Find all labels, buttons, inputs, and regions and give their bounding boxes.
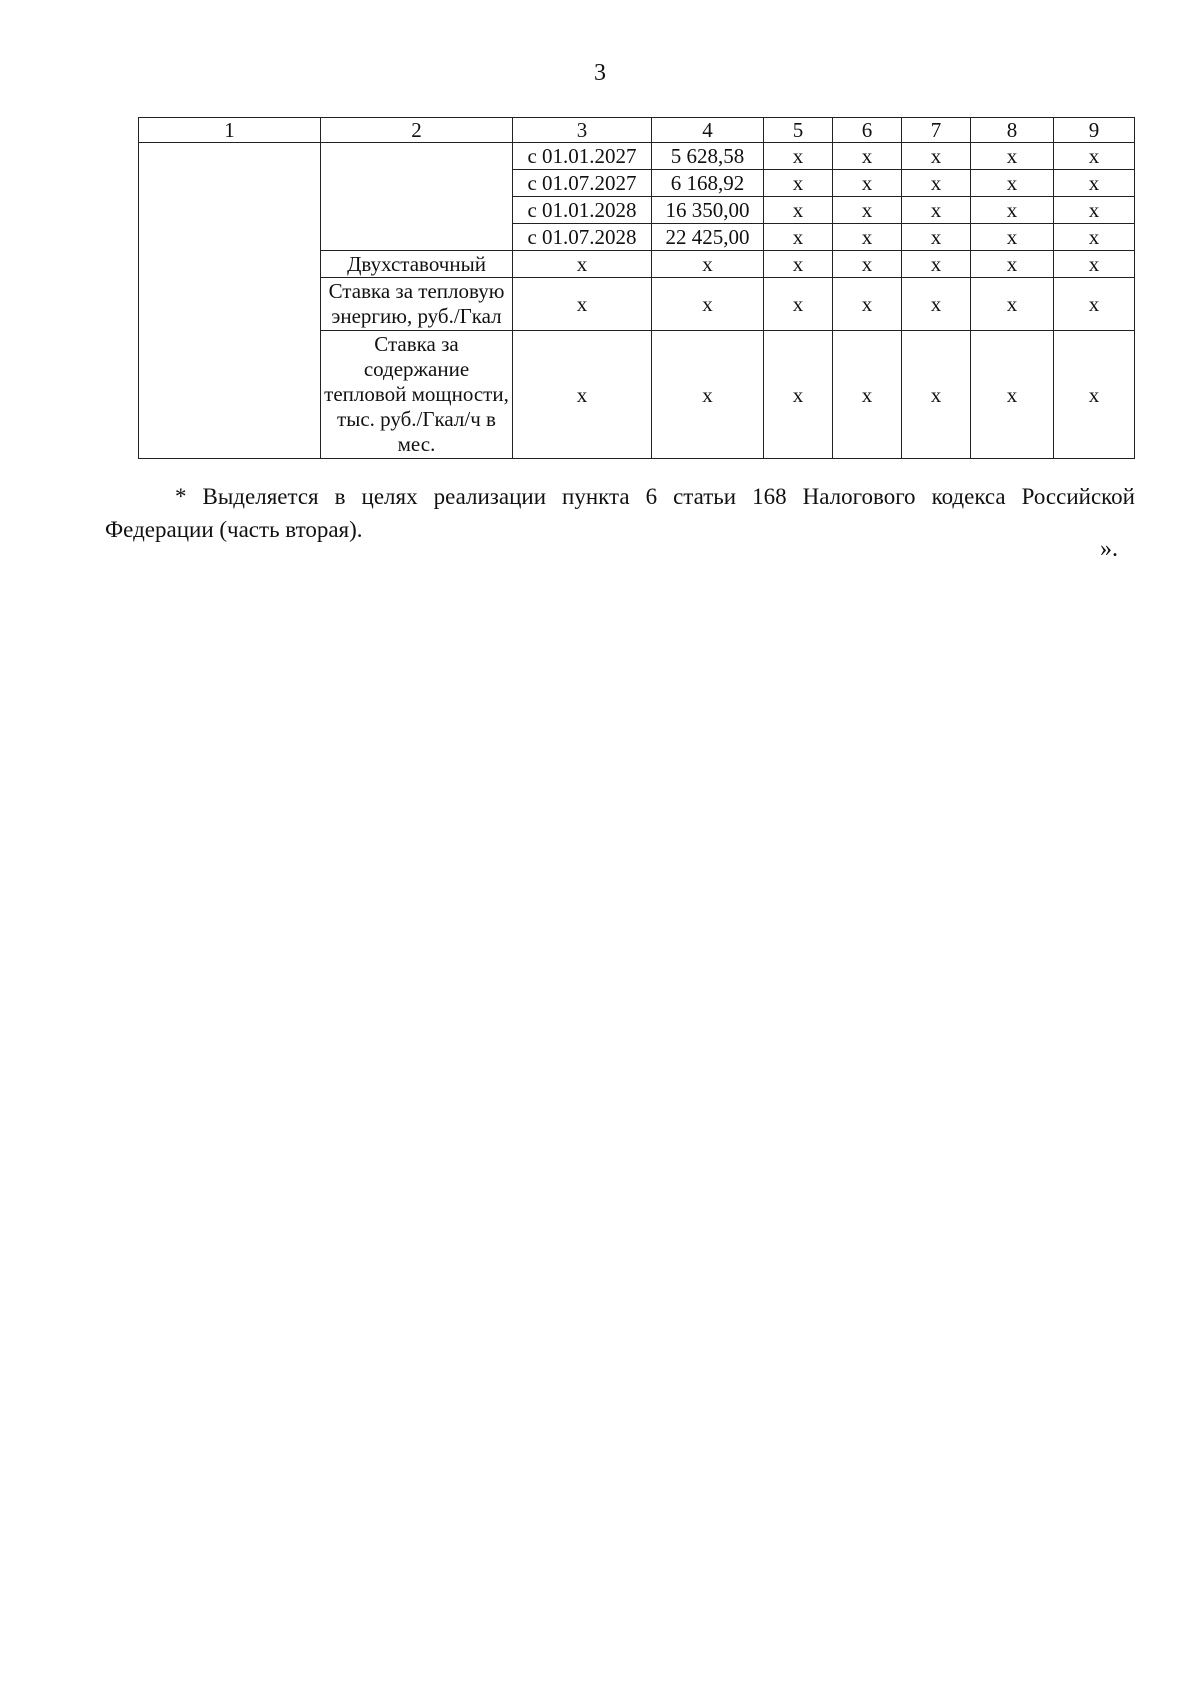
x-cell: х bbox=[764, 251, 833, 278]
x-cell: х bbox=[1054, 170, 1135, 197]
header-cell: 4 bbox=[652, 118, 764, 143]
x-cell: х bbox=[652, 331, 764, 459]
x-cell: х bbox=[1054, 143, 1135, 170]
footnote-text: * Выделяется в целях реализации пункта 6 статьи 168 Налогового кодекса Российской Федерации (часть вторая). bbox=[105, 484, 1135, 542]
x-cell: х bbox=[513, 278, 652, 331]
x-cell: х bbox=[764, 143, 833, 170]
x-cell: х bbox=[833, 331, 902, 459]
x-cell: х bbox=[764, 170, 833, 197]
value-cell: 16 350,00 bbox=[652, 197, 764, 224]
label-cell: Ставка за тепловую энергию, руб./Гкал bbox=[321, 278, 513, 331]
value-cell: 6 168,92 bbox=[652, 170, 764, 197]
header-cell: 3 bbox=[513, 118, 652, 143]
x-cell: х bbox=[902, 170, 971, 197]
x-cell: х bbox=[833, 251, 902, 278]
label-cell: Двухставочный bbox=[321, 251, 513, 278]
date-cell: с 01.07.2028 bbox=[513, 224, 652, 251]
x-cell: х bbox=[833, 170, 902, 197]
x-cell: х bbox=[902, 331, 971, 459]
x-cell: х bbox=[902, 197, 971, 224]
footnote bbox=[105, 480, 1135, 546]
x-cell: х bbox=[513, 251, 652, 278]
table-row bbox=[139, 143, 1135, 170]
x-cell: х bbox=[833, 143, 902, 170]
x-cell: х bbox=[764, 197, 833, 224]
header-cell: 9 bbox=[1054, 118, 1135, 143]
closing-quote-mark: ». bbox=[1100, 536, 1118, 562]
date-cell: с 01.01.2027 bbox=[513, 143, 652, 170]
tariff-table bbox=[138, 117, 1135, 459]
x-cell: х bbox=[971, 278, 1054, 331]
page-number: 3 bbox=[594, 60, 606, 86]
x-cell: х bbox=[971, 331, 1054, 459]
label-cell: Ставка за содержание тепловой мощности, тыс. руб./Гкал/ч в мес. bbox=[321, 331, 513, 459]
x-cell: х bbox=[764, 331, 833, 459]
x-cell: х bbox=[971, 224, 1054, 251]
header-cell: 2 bbox=[321, 118, 513, 143]
value-cell: 5 628,58 bbox=[652, 143, 764, 170]
x-cell: х bbox=[1054, 197, 1135, 224]
x-cell: х bbox=[902, 278, 971, 331]
header-cell: 8 bbox=[971, 118, 1054, 143]
x-cell: х bbox=[764, 278, 833, 331]
empty-cell bbox=[321, 143, 513, 251]
x-cell: х bbox=[971, 170, 1054, 197]
x-cell: х bbox=[971, 251, 1054, 278]
x-cell: х bbox=[1054, 278, 1135, 331]
x-cell: х bbox=[513, 331, 652, 459]
x-cell: х bbox=[652, 278, 764, 331]
header-cell: 1 bbox=[139, 118, 321, 143]
x-cell: х bbox=[833, 278, 902, 331]
value-cell: 22 425,00 bbox=[652, 224, 764, 251]
x-cell: х bbox=[1054, 251, 1135, 278]
empty-cell bbox=[139, 143, 321, 459]
x-cell: х bbox=[652, 251, 764, 278]
x-cell: х bbox=[833, 224, 902, 251]
table-header-row bbox=[139, 118, 1135, 143]
x-cell: х bbox=[833, 197, 902, 224]
date-cell: с 01.07.2027 bbox=[513, 170, 652, 197]
x-cell: х bbox=[902, 251, 971, 278]
x-cell: х bbox=[1054, 331, 1135, 459]
header-cell: 6 bbox=[833, 118, 902, 143]
header-cell: 7 bbox=[902, 118, 971, 143]
x-cell: х bbox=[1054, 224, 1135, 251]
header-cell: 5 bbox=[764, 118, 833, 143]
x-cell: х bbox=[764, 224, 833, 251]
x-cell: х bbox=[902, 143, 971, 170]
x-cell: х bbox=[971, 143, 1054, 170]
date-cell: с 01.01.2028 bbox=[513, 197, 652, 224]
x-cell: х bbox=[902, 224, 971, 251]
x-cell: х bbox=[971, 197, 1054, 224]
